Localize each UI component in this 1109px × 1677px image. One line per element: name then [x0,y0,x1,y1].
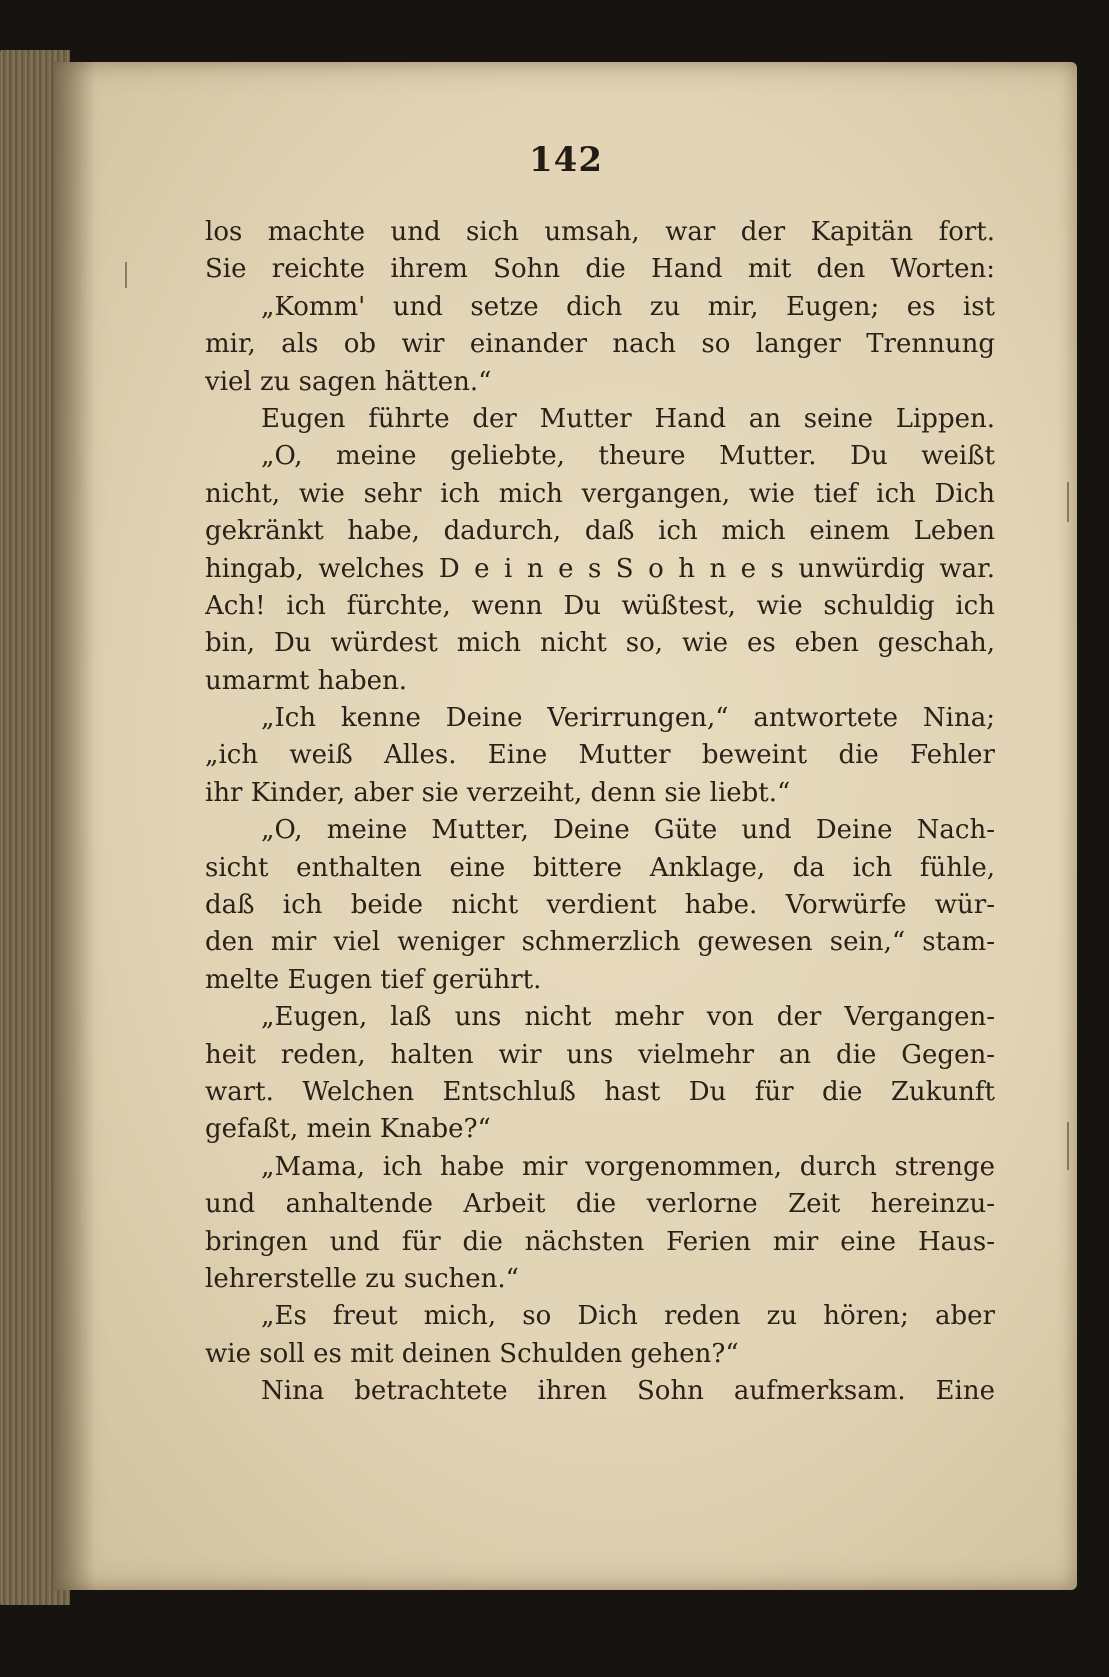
text-line: den mir viel weniger schmerzlich gewesen sein,“ stam- [205,927,995,958]
text-line: „O, meine Mutter, Deine Güte und Deine Nach- [261,815,995,846]
text-line: heit reden, halten wir uns vielmehr an die Gegen- [205,1039,995,1070]
text-line: wie soll es mit deinen Schulden gehen?“ [205,1338,739,1369]
text-line: bringen und für die nächsten Ferien mir eine Haus- [205,1226,995,1257]
text-line: mir, als ob wir einander nach so langer Trennung [205,329,995,360]
text-line: und anhaltende Arbeit die verlorne Zeit hereinzu- [205,1189,995,1220]
text-line: lehrerstelle zu suchen.“ [205,1263,519,1294]
text-line: Nina betrachtete ihren Sohn aufmerksam. Eine [261,1376,995,1407]
body-text [205,214,995,1411]
text-line: nicht, wie sehr ich mich vergangen, wie tief ich Dich [205,478,995,509]
text-line: wart. Welchen Entschluß hast Du für die Zukunft [205,1076,995,1107]
text-line: „Komm' und setze dich zu mir, Eugen; es ist [261,291,995,322]
text-line: Eugen führte der Mutter Hand an seine Lippen. [261,403,995,434]
gutter-shadow [55,62,95,1590]
page-number: 142 [529,140,603,180]
text-line: „Ich kenne Deine Verirrungen,“ antwortete Nina; [261,703,995,734]
margin-mark [1067,482,1069,522]
text-line: gekränkt habe, dadurch, daß ich mich einem Leben [205,516,995,547]
text-line: los machte und sich umsah, war der Kapitän fort. [205,217,995,247]
book-page [55,62,1077,1590]
text-line: sicht enthalten eine bittere Anklage, da ich fühle, [205,852,995,883]
text-line: „O, meine geliebte, theure Mutter. Du weißt [261,441,995,472]
text-line: viel zu sagen hätten.“ [205,366,492,397]
text-line: umarmt haben. [205,665,407,696]
text-line: daß ich beide nicht verdient habe. Vorwürfe wür- [205,890,995,921]
text-line: „ich weiß Alles. Eine Mutter beweint die Fehler [205,740,995,771]
text-line: ihr Kinder, aber sie verzeiht, denn sie liebt.“ [205,777,791,808]
margin-mark [125,262,127,288]
text-line: „Mama, ich habe mir vorgenommen, durch strenge [261,1151,995,1182]
text-line: bin, Du würdest mich nicht so, wie es eben geschah, [205,628,995,659]
margin-mark [1067,1122,1069,1170]
text-line: Ach! ich fürchte, wenn Du wüßtest, wie schuldig ich [205,590,995,621]
text-line: hingab, welches D e i n e s S o h n e s unwürdig war. [205,553,995,584]
text-line: melte Eugen tief gerührt. [205,964,542,995]
text-line: „Eugen, laß uns nicht mehr von der Vergangen- [261,1002,995,1033]
text-line: gefaßt, mein Knabe?“ [205,1114,491,1145]
text-line: „Es freut mich, so Dich reden zu hören; aber [261,1301,995,1332]
text-line: Sie reichte ihrem Sohn die Hand mit den Worten: [205,254,995,285]
